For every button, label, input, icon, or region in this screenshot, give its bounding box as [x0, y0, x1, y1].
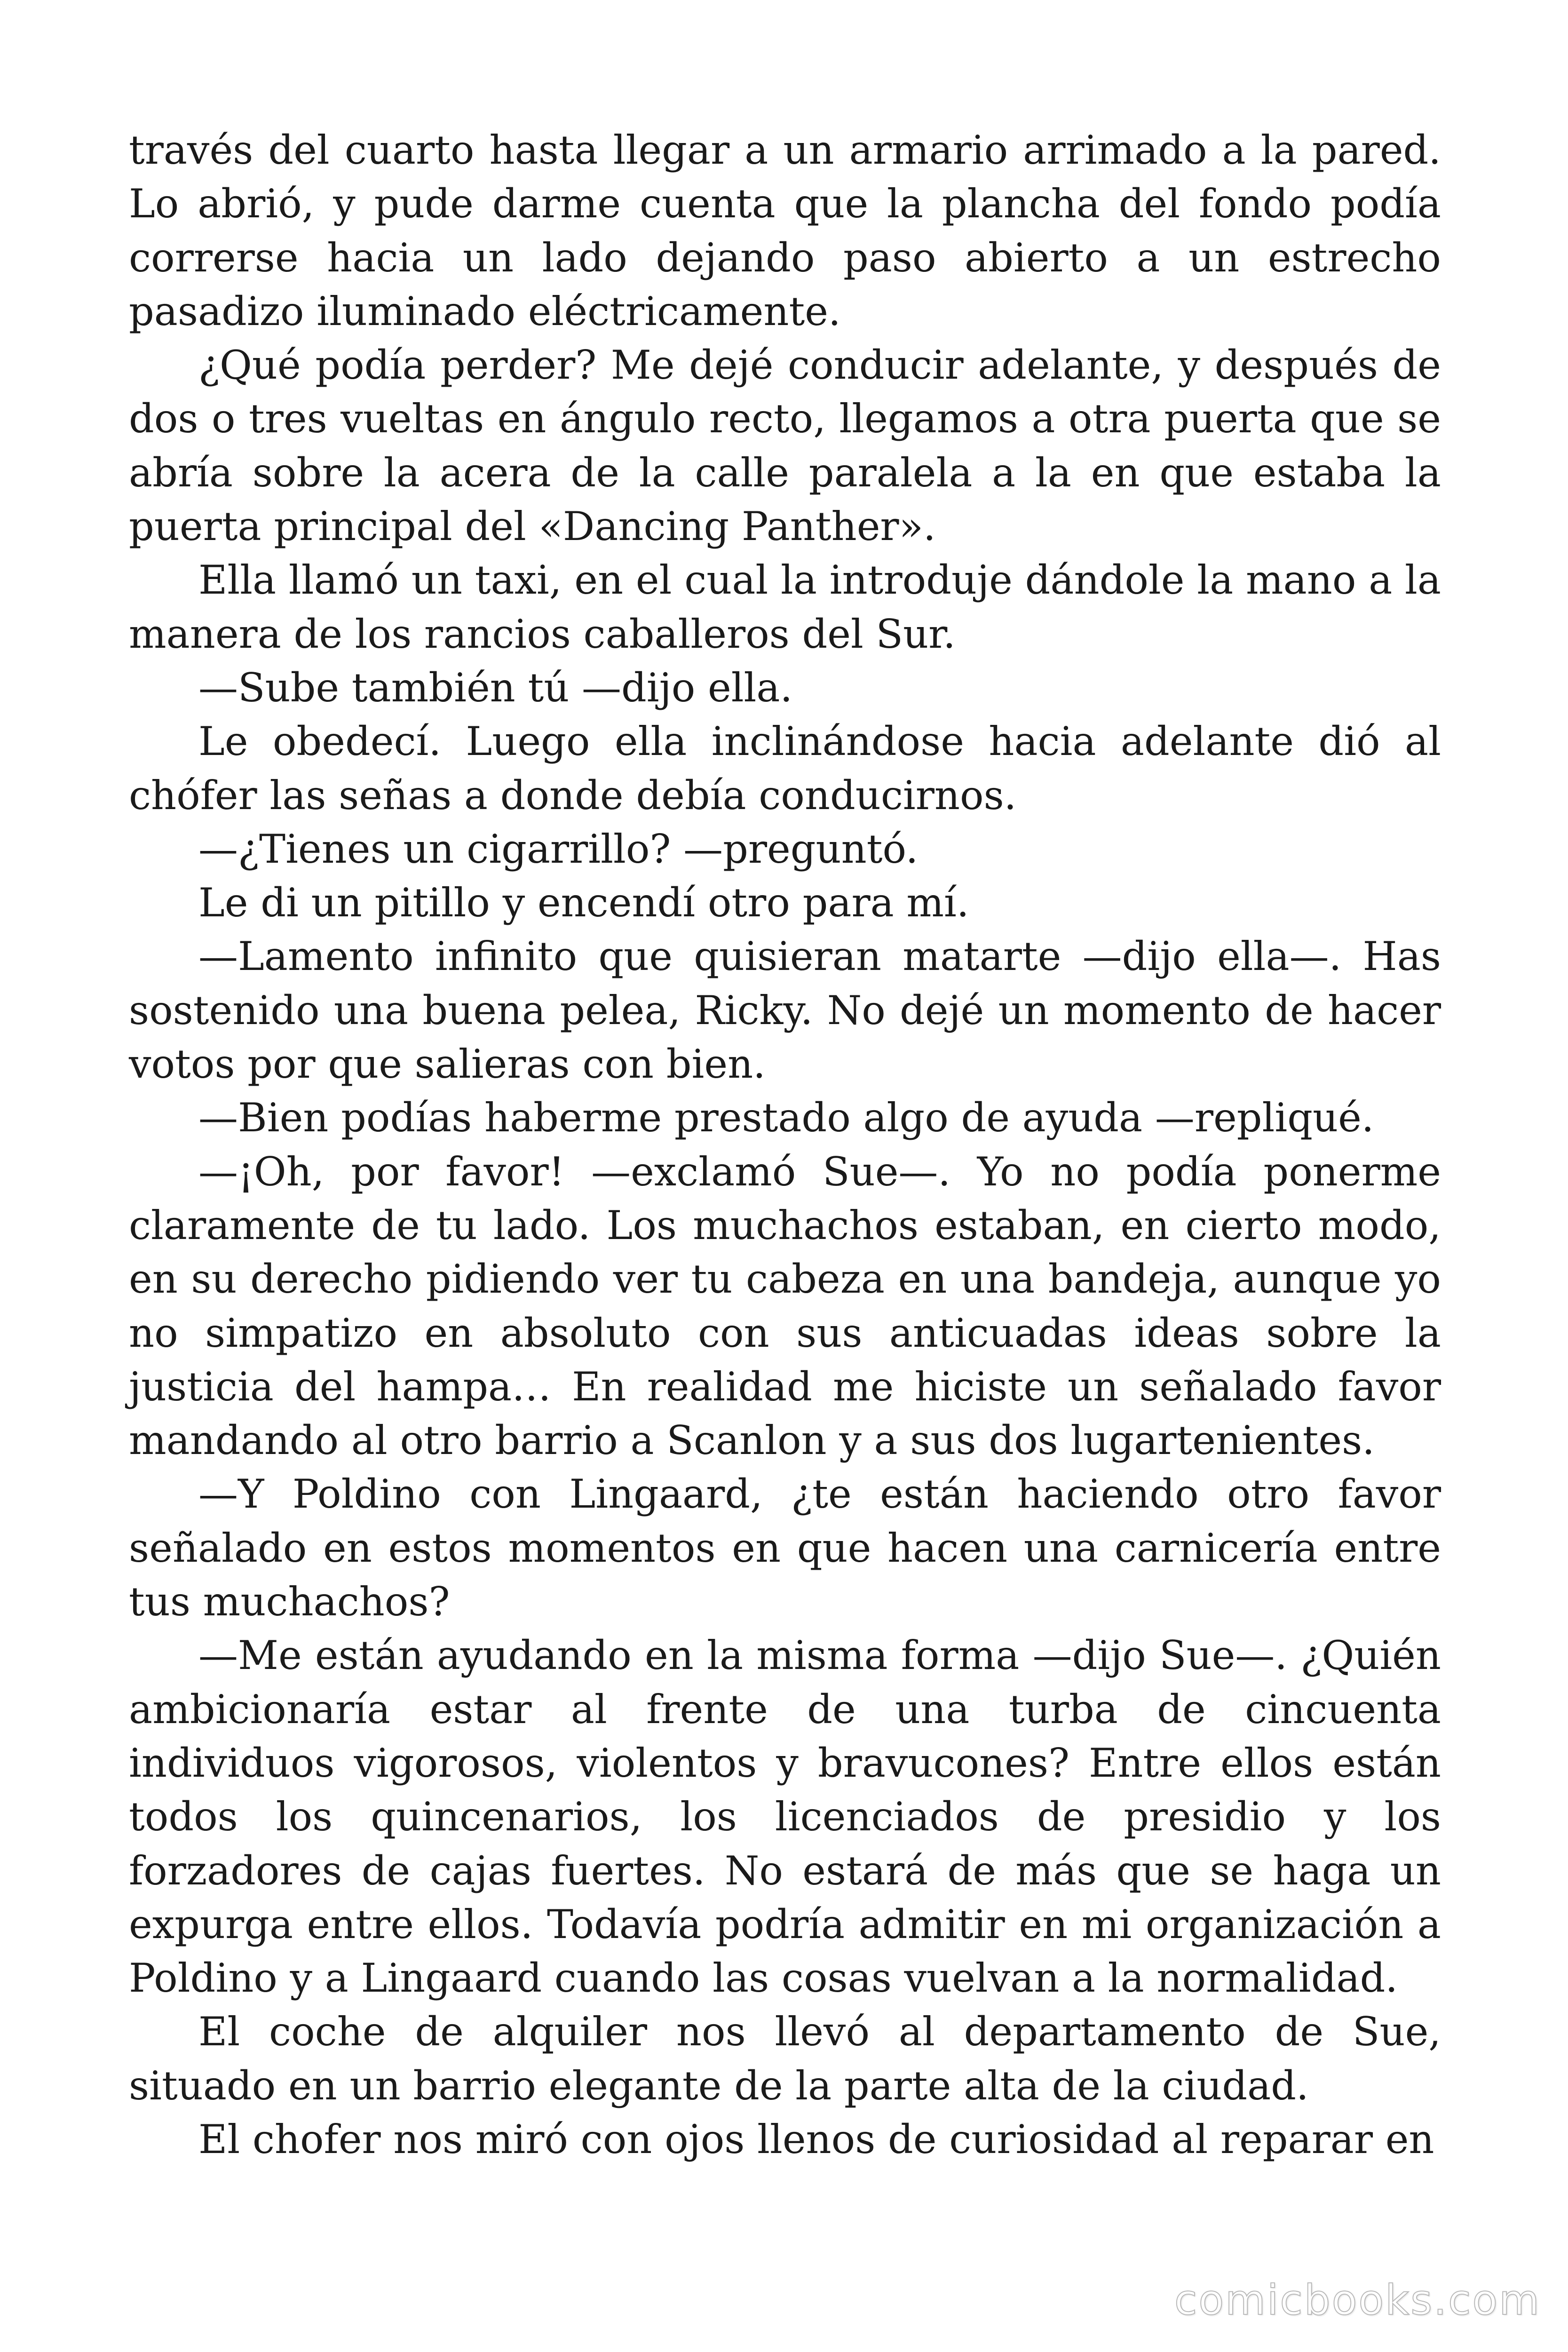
paragraph: Ella llamó un taxi, en el cual la introduje dándole la mano a la manera de los rancios caballeros del Sur.: [129, 557, 1441, 657]
paragraph: —¡Oh, por favor! —exclamó Sue—. Yo no podía ponerme claramente de tu lado. Los muchachos estaban, en cierto modo, en su derecho pidiendo ver tu cabeza en una bandeja, aunque yo no simpatizo en absoluto con sus anticuadas ideas sobre la justicia del hampa… En realidad me hiciste un señalado favor mandando al otro barrio a Scanlon y a sus dos lugartenientes.: [129, 1148, 1441, 1464]
paragraph: El chofer nos miró con ojos llenos de curiosidad al reparar en: [198, 2116, 1434, 2162]
paragraph: —Me están ayudando en la misma forma —dijo Sue—. ¿Quién ambicionaría estar al frente de una turba de cincuenta individuos vigorosos, violentos y bravucones? Entre ellos están todos los quincenarios, los licenciados de presidio y los forzadores de cajas fuertes. No estará de más que se haga un expurga entre ellos. Todavía podría admitir en mi organización a Poldino y a Lingaard cuando las cosas vuelvan a la normalidad.: [129, 1632, 1441, 2002]
paragraph: —Y Poldino con Lingaard, ¿te están haciendo otro favor señalado en estos momentos en que hacen una carnicería entre tus muchachos?: [129, 1471, 1441, 1625]
paragraph: través del cuarto hasta llegar a un armario arrimado a la pared. Lo abrió, y pude darme cuenta que la plancha del fondo podía correrse hacia un lado dejando paso abierto a un estrecho pasadizo iluminado eléctricamente.: [129, 127, 1441, 334]
paragraph: ¿Qué podía perder? Me dejé conducir adelante, y después de dos o tres vueltas en ángulo recto, llegamos a otra puerta que se abría sobre la acera de la calle paralela a la en que estaba la puerta principal del «Dancing Panther».: [129, 342, 1441, 550]
paragraph: —Bien podías haberme prestado algo de ayuda —repliqué.: [198, 1095, 1374, 1141]
paragraph: Le obedecí. Luego ella inclinándose hacia adelante dió al chófer las señas a donde debía conducirnos.: [129, 718, 1441, 818]
paragraph: El coche de alquiler nos llevó al departamento de Sue, situado en un barrio elegante de la parte alta de la ciudad.: [129, 2009, 1441, 2109]
paragraph: Le di un pitillo y encendí otro para mí.: [198, 880, 969, 926]
page-body: [129, 123, 1441, 2166]
watermark: comicbooks.com: [1174, 2276, 1541, 2324]
paragraph: —Lamento infinito que quisieran matarte —dijo ella—. Has sostenido una buena pelea, Ricky. No dejé un momento de hacer votos por que salieras con bien.: [129, 933, 1441, 1088]
paragraph: —Sube también tú —dijo ella.: [198, 664, 793, 711]
paragraph: —¿Tienes un cigarrillo? —preguntó.: [198, 826, 919, 872]
